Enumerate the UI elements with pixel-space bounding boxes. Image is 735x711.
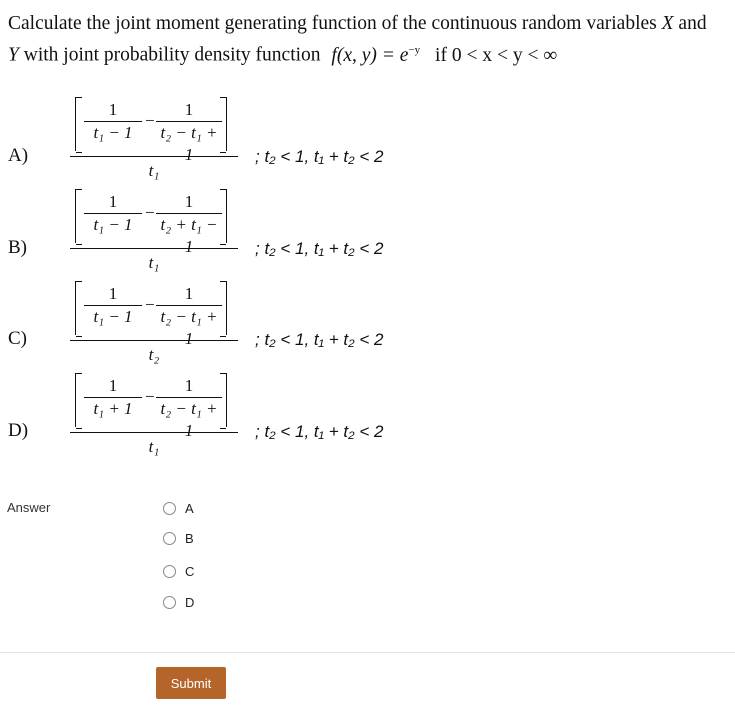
radio-a[interactable] <box>163 502 176 515</box>
choice-b-label: B <box>185 531 194 546</box>
question-text <box>8 10 733 69</box>
radio-c[interactable] <box>163 565 176 578</box>
answer-choice-b[interactable] <box>163 531 194 546</box>
option-c-frac2: $\frac{1}{\text{t₂ − t₁ + 1}}$ <box>156 283 222 328</box>
question-line2: with joint probability density function <box>23 44 321 66</box>
answer-label: Answer <box>7 500 51 515</box>
radio-d[interactable] <box>163 596 176 609</box>
option-c-frac1: $\frac{1}{\text{t₁ − 1}}$ <box>84 283 142 328</box>
option-b-outer-den: t₁ <box>148 253 160 272</box>
option-a-frac2: $\frac{1}{\text{t₂ − t₁ + 1}}$ <box>156 99 222 144</box>
pdf-condition: if 0 < x < y < ∞ <box>435 44 558 66</box>
option-c-label: C) <box>8 328 27 349</box>
option-b-condition: ; t₂ < 1, t₁ + t₂ < 2 <box>255 239 384 258</box>
option-a-condition: ; t₂ < 1, t₁ + t₂ < 2 <box>255 147 384 166</box>
option-b-frac2: $\frac{1}{\text{t₂ + t₁ − 1}}$ <box>156 191 222 236</box>
choice-a-label: A <box>185 501 194 516</box>
option-b-frac1: $\frac{1}{\text{t₁ − 1}}$ <box>84 191 142 236</box>
answer-choice-d[interactable] <box>163 595 194 610</box>
option-c-outer-den: t₂ <box>148 345 160 364</box>
option-a-label: A) <box>8 145 29 166</box>
option-d-frac1: $\frac{1}{\text{t₁ + 1}}$ <box>84 375 142 420</box>
and-word: and <box>678 13 707 34</box>
submit-button[interactable]: Submit <box>156 667 226 699</box>
option-d-outer-den: t₁ <box>148 437 160 456</box>
option-a-frac1: $\frac{1}{\text{t₁ − 1}}$ <box>84 99 142 144</box>
var-y: Y <box>8 44 19 66</box>
divider <box>0 652 735 653</box>
option-b-label: B) <box>8 237 27 258</box>
radio-b[interactable] <box>163 532 176 545</box>
option-c-condition: ; t₂ < 1, t₁ + t₂ < 2 <box>255 330 384 349</box>
option-a-outer-den: t₁ <box>148 161 160 180</box>
pdf-formula: f(x, y) = e <box>331 44 409 66</box>
option-d-label: D) <box>8 420 29 441</box>
answer-choice-a[interactable] <box>163 501 194 516</box>
pdf-exponent: −y <box>408 44 421 56</box>
answer-choice-c[interactable] <box>163 564 194 579</box>
option-d-condition: ; t₂ < 1, t₁ + t₂ < 2 <box>255 422 384 441</box>
var-x: X <box>661 13 674 34</box>
option-d-frac2: $\frac{1}{\text{t₂ − t₁ + 1}}$ <box>156 375 222 420</box>
choice-d-label: D <box>185 595 195 610</box>
choice-c-label: C <box>185 564 195 579</box>
question-line1: Calculate the joint moment generating function of the continuous random variables <box>8 13 657 34</box>
